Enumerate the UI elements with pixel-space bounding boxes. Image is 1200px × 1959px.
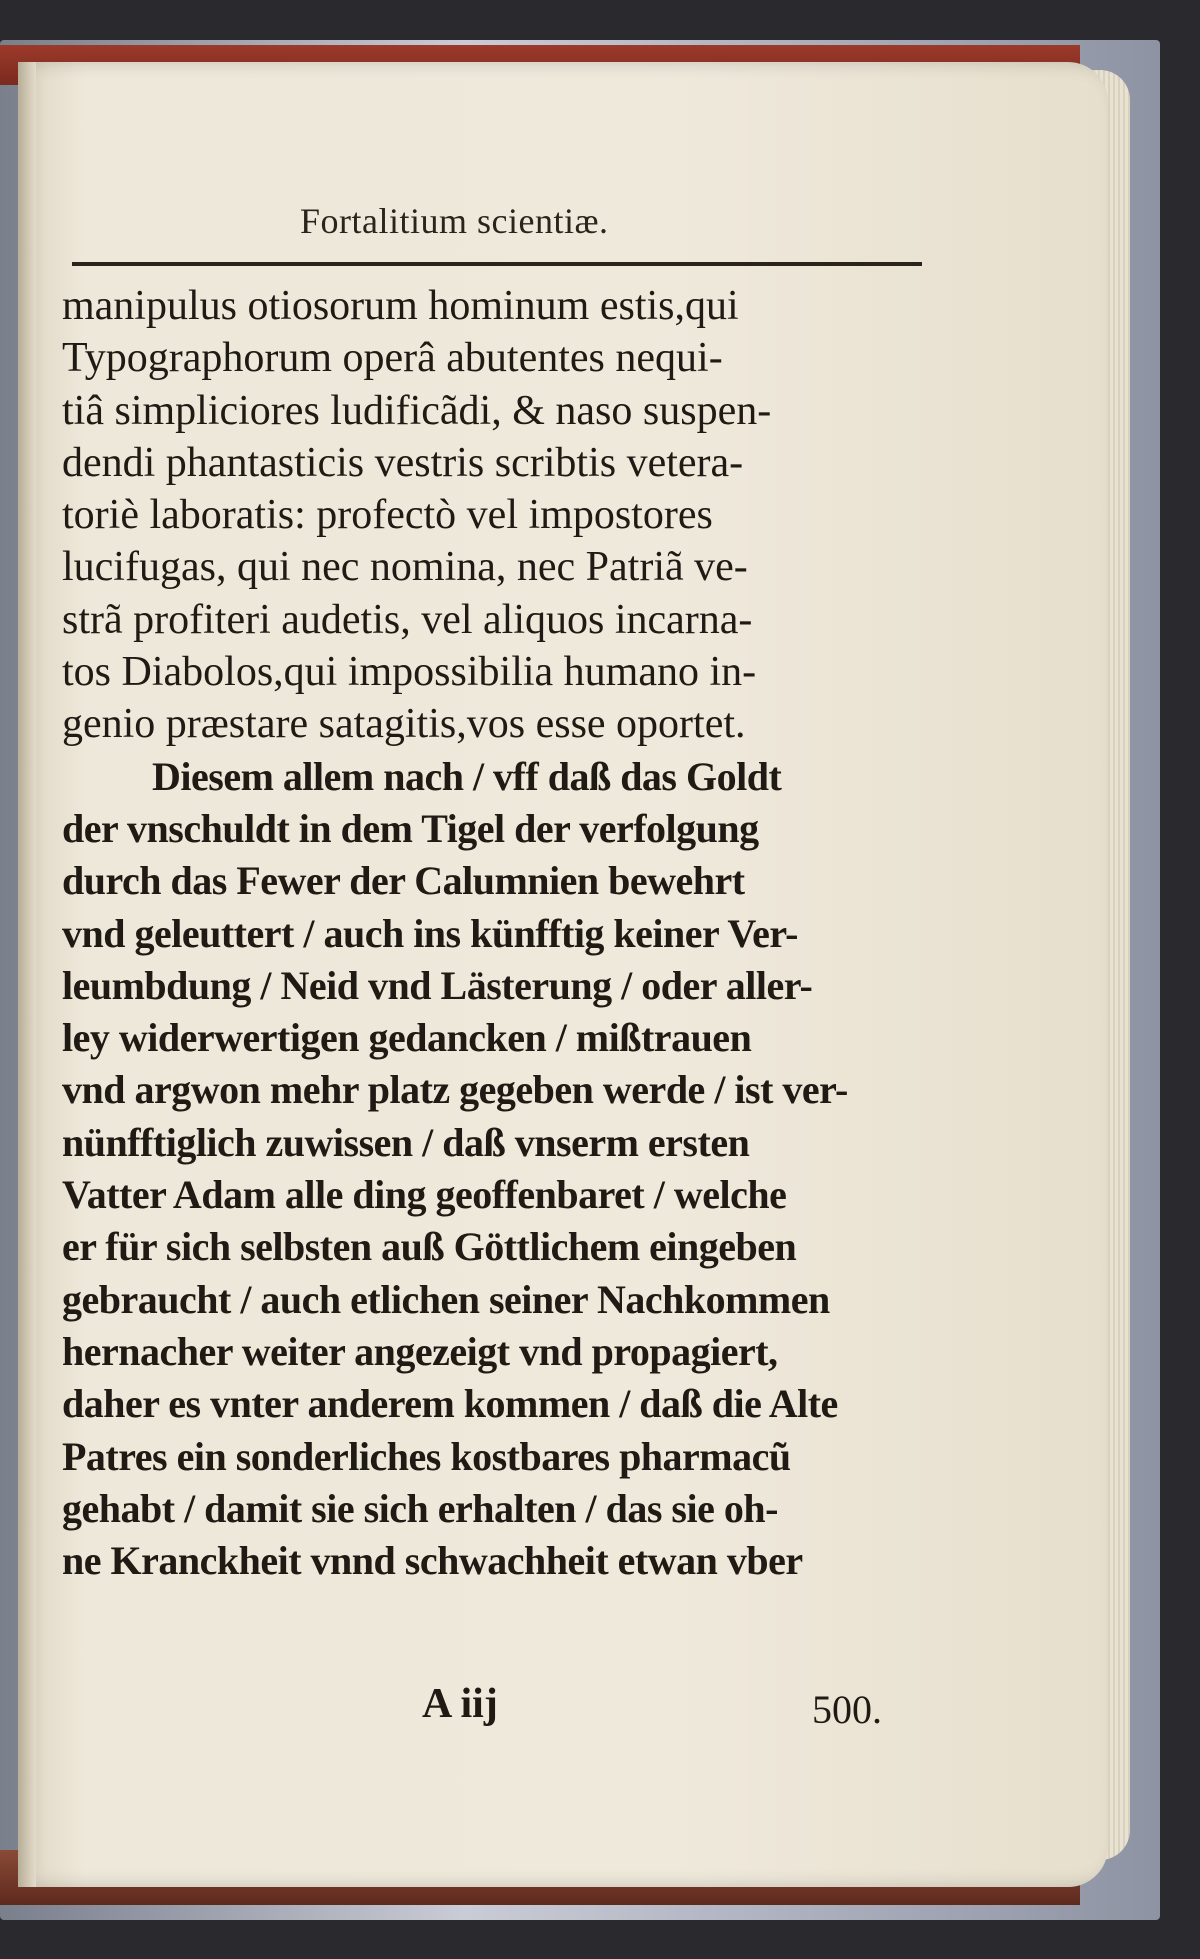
text-line: toriè laboratis: profectò vel impostores (62, 492, 713, 539)
text-line: hernacher weiter angezeigt vnd propagiert, (62, 1328, 778, 1374)
text-line: der vnschuldt in dem Tigel der verfolgung (62, 805, 759, 851)
text-line: daher es vnter anderem kommen / daß die Alte (62, 1381, 838, 1427)
text-line: vnd argwon mehr platz gegeben werde / ist ver- (62, 1067, 848, 1113)
header-rule (72, 262, 922, 266)
text-line: Patres ein sonderliches kostbares pharmacũ (62, 1433, 791, 1479)
body-text (62, 280, 942, 1587)
text-line: genio præstare satagitis,vos esse oportet. (62, 701, 746, 748)
text-line: tos Diabolos,qui impossibilia humano in- (62, 649, 757, 696)
text-line: lucifugas, qui nec nomina, nec Patriã ve- (62, 544, 748, 591)
signature-mark: A iij (422, 1681, 498, 1727)
running-head: Fortalitium scientiæ. (300, 201, 609, 241)
text-line: durch das Fewer der Calumnien bewehrt (62, 858, 745, 904)
page-footer (62, 1680, 942, 1740)
text-line: strã profiteri audetis, vel aliquos incarna- (62, 596, 753, 643)
text-line: gebraucht / auch etlichen seiner Nachkommen (62, 1276, 830, 1322)
text-line: Typographorum operâ abutentes nequi- (62, 335, 723, 382)
text-line: tiâ simpliciores ludificãdi, & naso suspen- (62, 387, 772, 434)
text-line: manipulus otiosorum hominum estis,qui (62, 283, 739, 329)
text-line: nünfftiglich zuwissen / daß vnserm ersten (62, 1119, 750, 1165)
text-line: gehabt / damit sie sich erhalten / das sie oh- (62, 1485, 778, 1531)
text-line: Diesem allem nach / vff daß das Goldt (152, 753, 782, 799)
page-gutter (18, 62, 36, 1887)
text-line: dendi phantasticis vestris scribtis vetera- (62, 439, 744, 486)
page-number: 500. (812, 1687, 882, 1732)
text-line: ley widerwertigen gedancken / mißtrauen (62, 1015, 752, 1061)
text-line: er für sich selbsten auß Göttlichem eingeben (62, 1224, 797, 1270)
text-line: leumbdung / Neid vnd Lästerung / oder aller- (62, 962, 813, 1008)
text-line: vnd geleuttert / auch ins künfftig keiner Ver- (62, 910, 798, 956)
text-line: ne Kranckheit vnnd schwachheit etwan vber (62, 1538, 803, 1584)
text-line: Vatter Adam alle ding geoffenbaret / welche (62, 1172, 787, 1218)
